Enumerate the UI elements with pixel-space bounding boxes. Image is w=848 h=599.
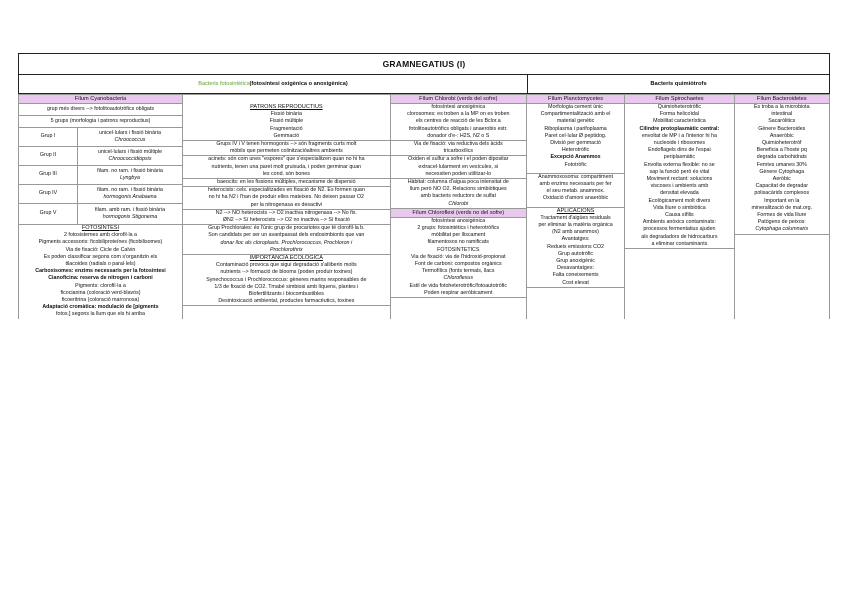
heterocists-line: heterocists: cels. especialitzades en fixació de N2. Es formen quan [207,187,365,194]
phylum-header-bacteroidetes: Fílum Bacteroidetes [735,94,829,104]
bactero-line: mineralització de mat.org. [751,204,813,211]
bactero-line: Es troba a la microbiota [753,104,810,110]
chloroflexi-line: Estil de vida fotoheterotròfic/fotoautotròfic [409,282,508,289]
group-genus: Chroococcus [114,137,146,143]
group-genus: hormogonis Anabaena [103,194,157,200]
plancto-line: material genètic [556,118,595,125]
chloroflexi-line: Chloroflexus [443,275,473,282]
heterocists-line: no hi ha N2 i l'han de produir elles mateixes. No deixen passar O2 [208,194,364,201]
bactero-line: Aeròbic [772,176,791,183]
photosynthesis-line: tilacoides (radials o paral·lels) [65,261,136,268]
bactero-line: Femtes umanes 30% [756,161,807,168]
spiro-line: Causa sífilis [665,212,694,219]
plancto-line: Riboplasma i parifoplasma [544,125,607,132]
chemotroph-header: Bacteris quimiòtrofs [528,75,830,94]
spiro-line: densitat elevada [660,190,699,197]
applications-line: Avantatges: [561,236,590,243]
spiro-line: processos fermentatius ajuden [643,226,716,233]
chlorobi-line: Hàbitat: columna d'aigua poca intensitat de [407,179,509,186]
chloroflexi-line: Termofílics (fonts termals, llacs [422,268,495,275]
plancto-line: Fototròfic [527,162,624,174]
photosynthesis-line: Pigments: clorofil·la a [75,282,126,289]
phylum-header-chloroflexi: Fílum Chloroflexi (verds no del sofre) [391,208,526,218]
cyano-intro-1: grup més divers --> fotolitoautotròfics obligats [19,104,182,116]
chloroflexi-line: filamentosos no ramificats [427,239,489,246]
photosynthesis-line: Carboxisomes: enzims necessaris per la fotosíntesi [35,268,166,275]
bactero-line: Sacaròlitics [768,118,796,125]
applications-line: Desavantatges: [557,265,594,272]
spiro-line: Ambients anòxics contaminats: [642,219,716,226]
bactero-line: intestinal [771,111,793,118]
applications-line: Cost elevat [527,280,624,288]
anammox-line: el seu metab. anammox. [546,188,605,195]
phylum-header-planctomycetes: Fílum Planctomycetes [527,94,624,104]
spirochaetes-column [625,94,734,319]
spiro-line: Mobilitat característica [653,118,706,125]
bactero-line: Formes de vida lliure [757,212,807,219]
hormogonis-line: mòbils que permeten colinitzacióaltres ambients [183,148,390,156]
chlorobi-line: tricarboxílics [391,148,526,156]
ecology-line: 1/3 de fixació de CO2. Tmabé simbiosi amb líquens, plantes i [214,283,359,290]
group-genus: Chroococcidiopsis [108,156,152,162]
phylum-header-spirochaetes: Fílum Spirochaetes [625,94,733,104]
chlorobi-line: necessiten poden utilitzar-lo [391,171,526,179]
reproduction-column [183,94,391,319]
spiro-line: Moviment rectant: solucions [646,176,713,183]
fixation-line: N2 --> NO heterocists --> O2 inactiva nitrogenasa --> No fix. [215,209,357,216]
chloroflexi-line: Poden respirar aeròbicament [391,290,526,298]
bactero-line: Patògens de peixos: [757,219,806,226]
applications-line: Falta coneixements [552,272,599,279]
group-row [19,185,182,204]
spiro-line: Vida lliure o simbiòtica [653,204,706,211]
chloroflexi-line: fotosíntesi anoxigènica [431,217,486,224]
group-label: Grup III [19,166,78,184]
anammox-line: amb enzims necessaris per fer [539,181,612,188]
spiro-line: a eliminar contaminants [625,241,733,249]
prochlorales-line: Grup Prochlorales: és l'únic grup de procariotes que té clorofil·la b. [208,225,365,232]
photosynthetic-header [18,75,528,94]
plancto-line: Morfologia cement únic [548,104,603,110]
chlorobi-line: Via de fixació: via reductiva dels àcids [413,141,503,148]
planctomycetes-column [527,94,625,319]
spiro-line: als degradadors de hidrocarburs [641,233,718,240]
plancto-line: Divisió per gemmació [550,140,601,147]
chloroflexi-line: FOTOSINTÈTICS [437,246,480,253]
chloroflexi-line: mòbilitat per lliscament [431,232,486,239]
applications-line: Tractament d'aigües residuals [540,214,611,221]
group-desc: unicel·lulars i fissió múltiple [97,148,163,155]
bacteroidetes-column [735,94,830,319]
plancto-line: Paret cel·lular Ø peptidog. [544,132,607,139]
photosynthesis-line: Adaptació cromàtica: modulació de [pigments [42,304,159,311]
prochlorales-line: Prochlorothrix [183,247,390,255]
fixation-line: ØN2 --> Sí heterocists --> O2 no inactiva --> Sí fixació [183,217,390,225]
plancto-line: Heterotròfic [561,147,590,154]
category-header [18,75,830,94]
chlorobi-line: donador d'e-: H2S, N2 o S [391,133,526,141]
applications-line: Grup autotròfic [558,250,594,257]
hormogonis-line: Grups IV i V tenen hormogonis --> són fragments curts molt [216,141,357,148]
photosynthesis-line: Via de fixació: Cicle de Calvin [65,246,136,253]
bactero-line: Quimioheterotròf [762,140,802,147]
spiro-line: Forma helicoïdal [659,111,699,118]
ecology-line: Desintoxicació ambiental, productes farmacèutics, toxines [183,298,390,306]
spiro-line: periplasmàtic [663,154,696,161]
plancto-line: Excepció Anammox [550,154,601,161]
ecology-line: Synechococcus i Prochlorococcus: gèneres marins responsables de [206,276,367,283]
bactero-line: Gènere Bacteroides [758,125,806,132]
phylum-header-chlorobi: Fílum Chlorobi (verds del sofre) [391,94,526,104]
ecology-line: Contaminació provoca que sigui degradació s'alliberin molts [216,262,357,269]
bactero-line: Cytophaga columnaris [735,226,829,234]
bactero-line: Beneficia a l'hoste pq [756,147,807,154]
applications-line: per eliminar la matèria orgànica [538,222,613,229]
group-row [19,147,182,166]
group-row [19,128,182,147]
spiro-line: envoltat de MP i a l'interior hi ha [641,132,717,139]
photosynthetic-note: (fotosíntesi oxigènica o anoxigènica) [249,81,348,87]
chloroflexi-line: 2 grups: fotosintètics i heterotròfics [417,225,500,232]
chlorobi-line: Oxiden el sulfur a sofre i el poden dipositar [408,156,509,163]
photosynthesis-list [19,232,182,318]
baeocits-line: baeocits: en les fissions múltiples, mecanisme de dispersió [183,179,390,187]
reproduction-item: Fissió múltiple [269,118,304,125]
bactero-line: Important en la [764,197,800,204]
acinets-line: acinets: són com unes "espores" que s'especialitzen quan no hi ha [208,156,365,163]
chlorobi-line: extracel·lularment en vesícules, si [418,163,499,170]
group-desc: filam. no ram. i fissió binària [97,167,163,174]
bactero-line: polisacàrids complexos [754,190,810,197]
ecology-title: IMPORTÀNCIA ECOLÒGICA [249,255,323,262]
reproduction-title: PATRONS REPRODUCTIUS [250,104,323,110]
acinets-line: les cond. són bones [183,171,390,179]
columns [18,94,830,319]
photosynthetic-label: Bacteris fotosintètics [198,81,250,87]
group-desc: unicel·lulars i fissió binària [99,129,161,136]
photosynthesis-line: ficocianina (coloració verd-blavós) [60,289,141,296]
group-label: Grup IV [19,185,78,203]
applications-title: APLICACIONS [556,207,595,214]
group-row [19,166,182,185]
group-label: Grup II [19,147,78,165]
photosynthesis-line: fotos.] segons la llum que els hi arriba [56,311,145,318]
photosynthesis-line: 2 fotosistemes amb clorofil·la a [63,232,137,239]
acinets-line: nutrients, tenen una paret molt gruixuda, i poden germinar quan [211,163,362,170]
chlorobi-line: fotosíntesi anoxigènica [431,104,486,110]
prochlorales-line: Son candidats per ser un avantpassat dels endosimbionts que van [208,232,365,239]
chlorobi-column [391,94,527,319]
spiro-line: Quimioheterotròfic [657,104,702,110]
chlorobi-line: Chlorobi [448,200,469,207]
spiro-line: nucleoide i ribosomes [653,140,706,147]
summary-sheet [18,53,830,319]
phylum-header-cyanobacteria: Fílum Cyanobacteria [19,94,182,104]
group-desc: filam. amb ram. i fissió binària [94,206,166,213]
ecology-line: nutrients --> formació de blooms (poden produir toxines) [220,269,353,276]
sheet-title: GRAMNEGATIUS (I) [18,53,830,75]
reproduction-item: Fragmentació [270,125,303,132]
chloroflexi-line: Via de fixació: via de l'hidroxid-propionat [411,253,506,260]
chlorobi-line: amb bacteris reductors de sulfat [420,193,496,200]
reproduction-item: Gemmació [183,133,390,141]
photosynthesis-line: Pigments accessoris: ficobiliproteïnes (ficobilisomes) [38,239,163,246]
applications-line: (N2 amb anammox) [552,229,599,236]
group-genus: Lyngbya [120,175,140,181]
photosynthesis-line: ficoeritrina (coloració marronosa) [61,297,140,304]
spiro-line: Ecològicament molt divers [648,197,711,204]
spacer [183,94,390,104]
chloroflexi-line: Font de carboni: compostos orgànics [414,261,502,268]
applications-line: Grup anoxigènic [556,258,595,265]
reproduction-item: Fissió binària [270,111,302,118]
applications-line: Redueix emissions CO2 [547,243,604,250]
group-row [19,204,182,225]
bactero-line: Anaeròbic [769,132,794,139]
anammox-line: Oxidació d'amoni anaeròbic [527,195,624,207]
group-genus: hormogonis Stigonema [102,214,158,220]
photosynthesis-line: Es poden classificar segons com s'organitzin els [43,253,158,260]
heterocists-line: per la nitrogenasa es desactivi [183,202,390,210]
anammox-line: Anammoxosoma: compartiment [538,173,613,180]
photosynthesis-line: Cianoficina: reserva de nitrogen i carboni [48,275,153,282]
photosynthesis-title: FOTOSÍNTESI [81,225,120,231]
spiro-line: Envolta externa flexible: no se [644,161,715,168]
group-desc: filam. no ram. i fissió binària [97,186,163,193]
chlorobi-line: fotolitoautotròfics obligats i anaerobis estr. [408,125,508,132]
group-label: Grup I [19,128,78,146]
bactero-line: degrada carbohidrats [756,154,807,161]
ecology-line: Biofertilitzants i biocombustibles [248,291,324,298]
plancto-line: Compartimentalització amb el [540,111,611,118]
bactero-line: Capacitat de degradar [755,183,808,190]
spiro-line: Cilindre protoplasmàtic central: [639,125,720,132]
cyano-intro-2: 5 grups (morfologia i patrons reproductius) [19,116,182,128]
spiro-line: Endoflagels dins de l'espai [648,147,711,154]
chlorobi-line: clorosomes: es troben a la MP on es troben [407,111,510,118]
chlorobi-line: llum però NO O2. Relacions simbiòtiques [409,186,507,193]
prochlorales-line: donar lloc als cloroplasts. ProchIorococcus, Prochloron i [220,239,353,246]
spiro-line: sap la funció però és vital [649,168,710,175]
chlorobi-line: els centres de reacció de les Bclor.a [415,118,501,125]
spiro-line: viscoses i ambients amb [650,183,709,190]
bactero-line: Gènere Cytophaga [759,168,805,175]
cyanobacteria-column [18,94,183,319]
group-label: Grup V [19,204,78,224]
